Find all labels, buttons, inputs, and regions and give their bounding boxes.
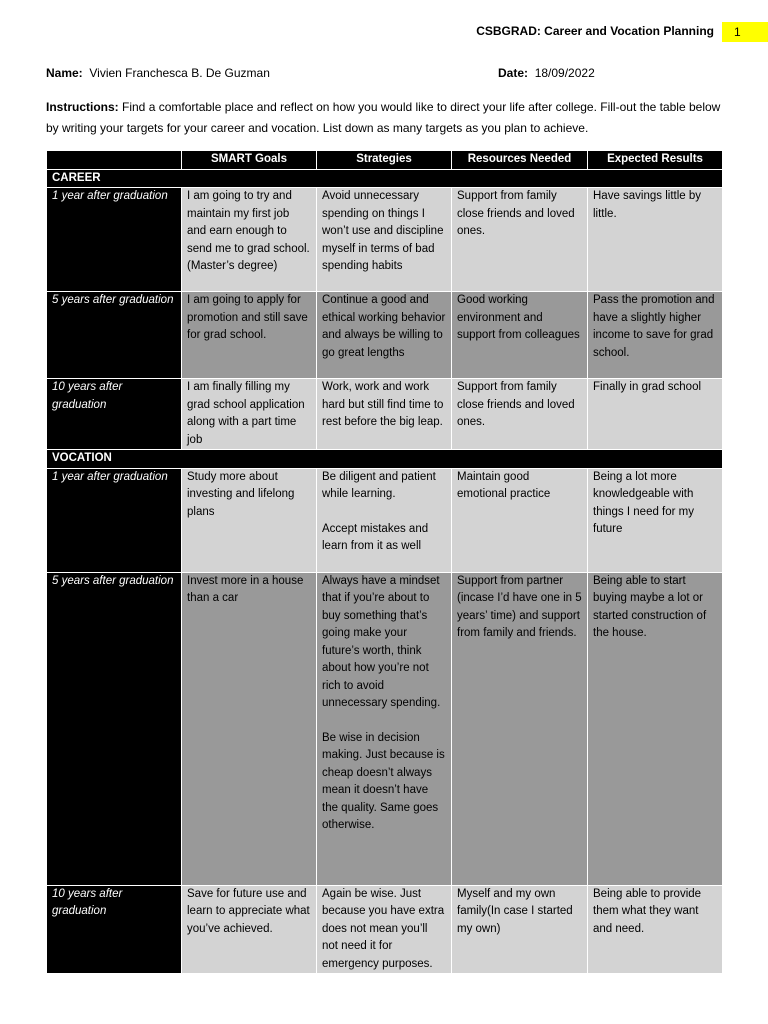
table-header-row <box>47 151 723 170</box>
expected-result-text: Have savings little by little. <box>593 190 702 220</box>
resources-cell <box>452 379 588 450</box>
smart-goal-text: I am finally filling my grad school application along with a part time job <box>187 381 305 446</box>
expected-result-text: Pass the promotion and have a slightly higher income to save for grad school. <box>593 294 715 359</box>
period-cell: 5 years after graduation <box>47 292 182 379</box>
strategy-text: Avoid unnecessary spending on things I won’t use and discipline myself in terms of bad spending habits <box>322 190 444 272</box>
column-header-resources: Resources Needed <box>452 151 588 170</box>
strategy-text: Work, work and work hard but still find time to rest before the big leap. <box>322 381 444 428</box>
smart-goal-text: I am going to try and maintain my first job and earn enough to send me to grad school. (Master’s degree) <box>187 190 310 272</box>
expected-result-cell <box>588 292 723 379</box>
smart-goal-cell <box>182 468 317 572</box>
section-title: VOCATION <box>47 450 723 469</box>
instructions-text: Find a comfortable place and reflect on how you would like to direct your life after college. Fill-out the table below by writing your targets for your career and vocation. List down as many targets as you plan to achieve. <box>46 100 721 135</box>
strategy-cell <box>317 572 452 885</box>
document-title: CSBGRAD: Career and Vocation Planning <box>476 24 714 38</box>
resources-text: Support from partner (incase I’d have one in 5 years’ time) and support from family and friends. <box>457 574 582 639</box>
table-row <box>47 292 723 379</box>
resources-text: Maintain good emotional practice <box>457 470 551 500</box>
period-cell: 1 year after graduation <box>47 188 182 292</box>
instructions-label: Instructions: <box>46 100 119 114</box>
resources-text: Support from family close friends and loved ones. <box>457 190 575 237</box>
table-row <box>47 885 723 974</box>
period-cell: 1 year after graduation <box>47 468 182 572</box>
expected-result-text: Being a lot more knowledgeable with things I need for my future <box>593 470 694 535</box>
expected-result-text: Being able to provide them what they want and need. <box>593 887 702 935</box>
expected-result-text: Being able to start buying maybe a lot or started construction of the house. <box>593 574 707 639</box>
resources-cell <box>452 188 588 292</box>
page-number: 1 <box>722 22 768 42</box>
section-row-career <box>47 169 723 188</box>
smart-goal-cell <box>182 572 317 885</box>
date-value: 18/09/2022 <box>534 66 595 80</box>
smart-goal-cell <box>182 379 317 450</box>
strategy-text: Accept mistakes and learn from it as well <box>322 522 429 552</box>
resources-text: Myself and my own family(In case I started my own) <box>457 887 573 935</box>
table-row <box>47 188 723 292</box>
resources-cell <box>452 292 588 379</box>
resources-text: Good working environment and support from colleagues <box>457 294 580 341</box>
strategy-text: Again be wise. Just because you have extra does not mean you’ll not need it for emergency purposes. <box>322 887 445 970</box>
smart-goal-cell <box>182 885 317 974</box>
strategy-cell <box>317 188 452 292</box>
name-label: Name: <box>46 66 83 80</box>
expected-result-cell <box>588 468 723 572</box>
strategy-cell <box>317 885 452 974</box>
period-cell: 5 years after graduation <box>47 572 182 885</box>
smart-goal-cell <box>182 292 317 379</box>
resources-cell <box>452 885 588 974</box>
smart-goal-text: Invest more in a house than a car <box>187 574 304 604</box>
table-row <box>47 572 723 885</box>
strategy-cell <box>317 292 452 379</box>
period-cell: 10 years after graduation <box>47 379 182 450</box>
strategy-cell <box>317 468 452 572</box>
expected-result-cell <box>588 379 723 450</box>
resources-cell <box>452 468 588 572</box>
smart-goal-text: Study more about investing and lifelong plans <box>187 470 295 518</box>
date-label: Date: <box>498 66 529 80</box>
name-field <box>46 66 270 80</box>
column-header-strategies: Strategies <box>317 151 452 170</box>
column-header-period <box>47 151 182 170</box>
expected-result-cell <box>588 188 723 292</box>
smart-goal-text: I am going to apply for promotion and still save for grad school. <box>187 294 308 341</box>
resources-cell <box>452 572 588 885</box>
table-body <box>47 169 723 974</box>
strategy-cell <box>317 379 452 450</box>
expected-result-cell <box>588 572 723 885</box>
resources-text: Support from family close friends and loved ones. <box>457 381 575 428</box>
instructions <box>46 97 726 139</box>
table-row <box>47 379 723 450</box>
planning-table <box>46 150 723 974</box>
period-cell: 10 years after graduation <box>47 885 182 974</box>
strategy-text: Be diligent and patient while learning. <box>322 470 436 500</box>
smart-goal-cell <box>182 188 317 292</box>
strategy-text: Continue a good and ethical working behavior and always be willing to go great lengths <box>322 294 446 359</box>
date-field <box>498 66 595 80</box>
table-row <box>47 468 723 572</box>
strategy-text: Always have a mindset that if you’re about to buy something that’s going make your future’s worth, think about how you’re not rich to avoid unnecessary spending. <box>322 574 441 709</box>
expected-result-text: Finally in grad school <box>593 381 702 393</box>
name-value: Vivien Franchesca B. De Guzman <box>89 66 270 80</box>
smart-goal-text: Save for future use and learn to appreciate what you’ve achieved. <box>187 887 310 935</box>
section-title: CAREER <box>47 169 723 188</box>
expected-result-cell <box>588 885 723 974</box>
section-row-vocation <box>47 450 723 469</box>
strategy-text: Be wise in decision making. Just because is cheap doesn’t always mean it doesn’t have the quality. Same goes otherwise. <box>322 731 445 831</box>
column-header-results: Expected Results <box>588 151 723 170</box>
document-header <box>0 22 768 42</box>
column-header-smart-goals: SMART Goals <box>182 151 317 170</box>
